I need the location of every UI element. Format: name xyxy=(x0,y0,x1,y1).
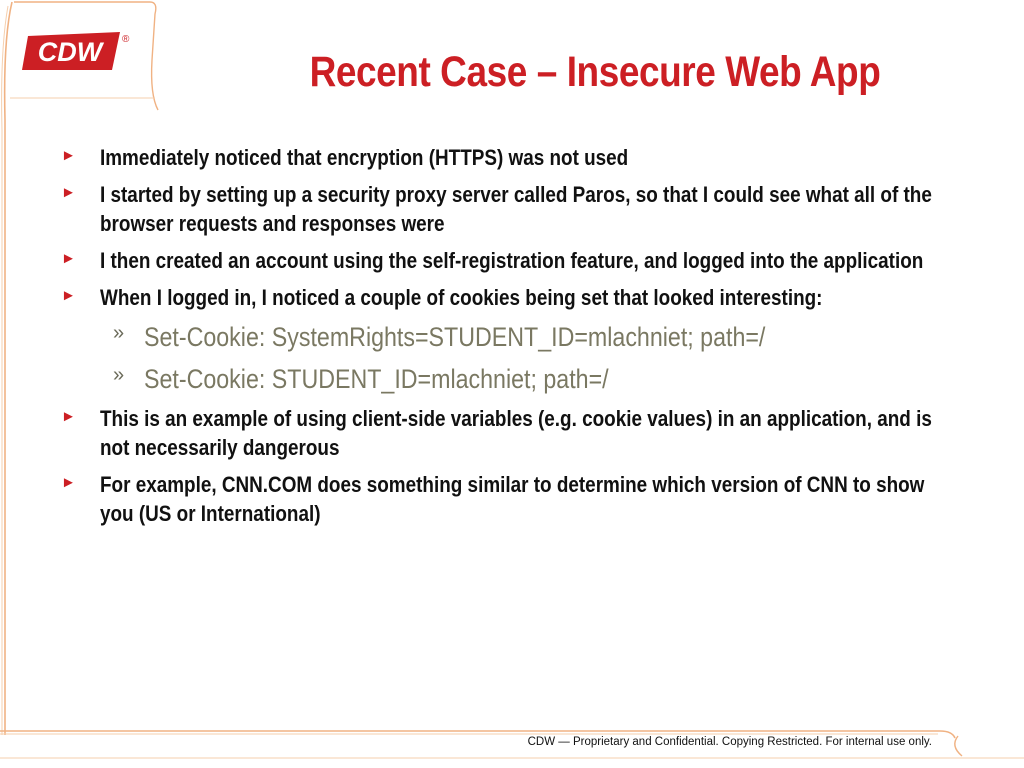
logo-text: CDW xyxy=(37,37,103,67)
sub-bullet-text: Set-Cookie: STUDENT_ID=mlachniet; path=/ xyxy=(144,364,609,394)
sub-bullet-item xyxy=(58,362,958,396)
slide-title: Recent Case – Insecure Web App xyxy=(309,48,881,96)
cdw-logo xyxy=(20,28,128,74)
bullet-triangle-icon: ► xyxy=(61,408,76,425)
bullet-item xyxy=(58,143,958,172)
bullet-item xyxy=(58,470,958,528)
sub-bullet-chevron-icon: » xyxy=(113,364,125,386)
bullet-item xyxy=(58,246,958,275)
bullet-text: For example, CNN.COM does something similar to determine which version of CNN to show you (US or International) xyxy=(100,472,925,526)
sub-bullet-text: Set-Cookie: SystemRights=STUDENT_ID=mlachniet; path=/ xyxy=(144,322,766,352)
bullet-text: When I logged in, I noticed a couple of cookies being set that looked interesting: xyxy=(100,285,823,310)
bullet-triangle-icon: ► xyxy=(61,287,76,304)
bullet-text: This is an example of using client-side variables (e.g. cookie values) in an application, and is not necessarily dangerous xyxy=(100,406,932,460)
bullet-text: I started by setting up a security proxy server called Paros, so that I could see what all of the browser requests and responses were xyxy=(100,182,932,236)
bullet-text: Immediately noticed that encryption (HTTPS) was not used xyxy=(100,145,629,170)
bullet-item xyxy=(58,283,958,312)
bullet-triangle-icon: ► xyxy=(61,184,76,201)
bullet-triangle-icon: ► xyxy=(61,474,76,491)
bullet-text: I then created an account using the self-registration feature, and logged into the application xyxy=(100,248,924,273)
bullet-triangle-icon: ► xyxy=(61,147,76,164)
bullet-item xyxy=(58,404,958,462)
bullet-item xyxy=(58,180,958,238)
sub-bullet-item xyxy=(58,320,958,354)
footer-confidential-notice: CDW — Proprietary and Confidential. Copying Restricted. For internal use only. xyxy=(527,736,932,748)
slide-content xyxy=(58,143,958,536)
bullet-triangle-icon: ► xyxy=(61,250,76,267)
sub-bullet-chevron-icon: » xyxy=(113,322,125,344)
logo-registered-mark: ® xyxy=(122,34,130,45)
